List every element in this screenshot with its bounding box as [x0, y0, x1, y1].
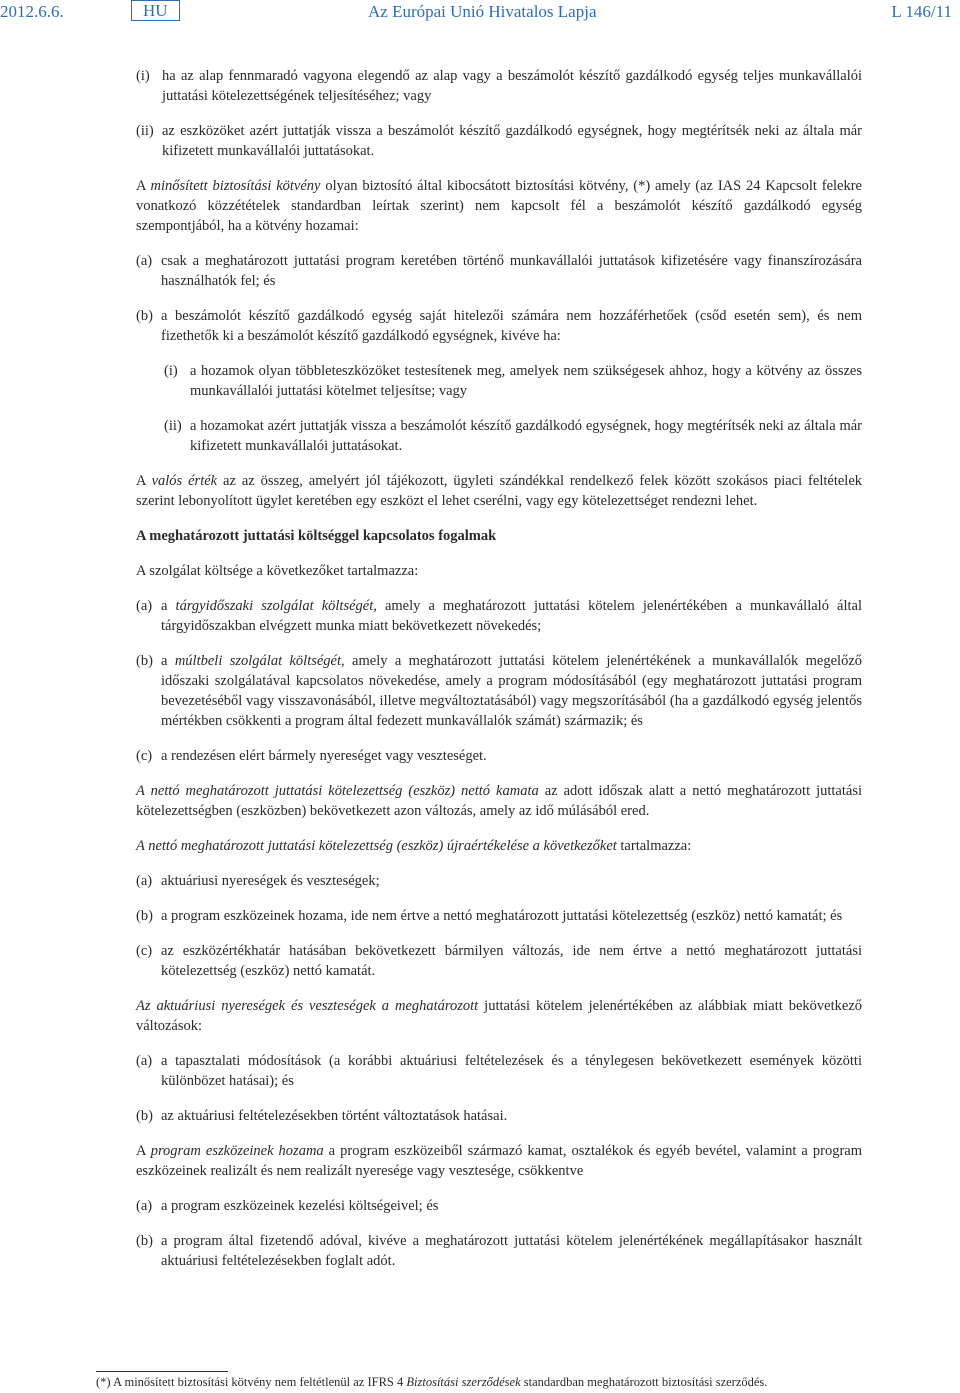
list-item — [164, 416, 862, 456]
footnote-marker: (*) — [96, 1375, 111, 1389]
list-item: (a) a tárgyidőszaki szolgálat költségét, amely a meghatározott juttatási kötelem jelenértékében a munkavállaló által tárgyidőszakban elvégzett munka miatt bekövetkezett növekedés; — [136, 598, 863, 634]
list-item — [136, 306, 862, 346]
defined-term: A nettó meghatározott juttatási kötelezettség (eszköz) nettó kamata — [136, 783, 539, 799]
defined-term: Az aktuáriusi nyereségek és veszteségek a meghatározott — [136, 998, 479, 1014]
list-item — [136, 1196, 862, 1216]
item-text: az eszközöket azért juttatják vissza a beszámolót készítő gazdálkodó egységnek, hogy megtérítsék neki az általa már kifizetett munkavállalói juttatásokat. — [162, 123, 862, 159]
item-label: (ii) — [164, 418, 182, 434]
list-item — [136, 871, 862, 891]
item-text: az aktuáriusi feltételezésekben történt változtatások hatásai. — [161, 1108, 508, 1124]
service-cost-intro: A szolgálat költsége a következőket tartalmazza: — [136, 563, 419, 579]
item-label: (b) — [136, 308, 153, 324]
footnote-italic-title: Biztosítási szerződések — [406, 1375, 521, 1389]
item-text: csak a meghatározott juttatási program keretében történő munkavállalói juttatások kifizetésére vagy finanszírozására használhatók fel; és — [161, 253, 862, 289]
return-on-assets-definition: A program eszközeinek hozama a program eszközeiből származó kamat, osztalékok és egyéb bevétel, valamint a program eszközeinek realizált és nem realizált nyeresége vagy vesztesége, csökkentve — [136, 1143, 862, 1179]
list-item — [136, 251, 862, 291]
list-item — [136, 1051, 862, 1091]
item-label: (b) — [136, 908, 153, 924]
item-text: ha az alap fennmaradó vagyona elegendő az alap vagy a beszámolót készítő gazdálkodó egység teljes munkavállalói juttatási kötelezettségének teljesítéséhez; vagy — [162, 68, 862, 104]
list-item — [164, 361, 862, 401]
item-label: (b) — [136, 1233, 153, 1249]
list-item: (b) a múltbeli szolgálat költségét, amely a meghatározott juttatási kötelem jelenértékének a munkavállalók megelőző időszaki szolgálatával kapcsolatos növekedése, amely a program módosításából (egy meghatározott juttatási program bevezetéséből vagy visszavonásából, illetve megváltoztatásából) vagy megszorításából (ha a gazdálkodó egység jelentős mértékben csökkenti a program által fedezett munkavállalók számát) származik; és — [136, 653, 863, 729]
item-label: (a) — [136, 1053, 153, 1069]
defined-term: múltbeli szolgálat költségét — [174, 653, 342, 669]
defined-term: program eszközeinek hozama — [150, 1143, 324, 1159]
item-label: (ii) — [136, 123, 154, 139]
list-item — [136, 66, 862, 106]
language-badge: HU — [131, 0, 180, 21]
section-heading: A meghatározott juttatási költséggel kapcsolatos fogalmak — [136, 528, 497, 544]
item-label: (c) — [136, 943, 153, 959]
item-label: (i) — [136, 68, 150, 84]
defined-term: A nettó meghatározott juttatási kötelezettség (eszköz) újraértékelése a következőket — [136, 838, 617, 854]
page-reference: L 146/11 — [891, 2, 952, 21]
footnote: (*) A minősített biztosítási kötvény nem feltétlenül az IFRS 4 Biztosítási szerződések standardban meghatározott biztosítási szerződés. — [96, 1375, 768, 1389]
defined-term: valós érték — [151, 473, 218, 489]
item-label: (a) — [136, 1198, 153, 1214]
publication-date: 2012.6.6. — [0, 2, 64, 21]
qualifying-policy-definition: A minősített biztosítási kötvény olyan biztosító által kibocsátott biztosítási kötvény, (*) amely (az IAS 24 Kapcsolt felekre vonatkozó közzétételek standardban leírtak szerint) nem kapcsolt fél a beszámolót készítő gazdálkodó egység szempontjából, ha a kötvény hozamai: — [136, 178, 862, 234]
list-item — [136, 906, 862, 926]
item-text: az eszközértékhatár hatásában bekövetkezett bármilyen változás, ide nem értve a nettó meghatározott juttatási kötelezettség (eszköz) nettó kamatát. — [161, 943, 862, 979]
document-body — [136, 66, 862, 1271]
item-text: , amely a meghatározott juttatási kötelem jelenértékében a munkavállaló által tárgyidőszakban elvégzett munka miatt bekövetkezett növekedés; — [161, 598, 863, 634]
item-text: a hozamok olyan többleteszközöket testesítenek meg, amelyek nem szükségesek ahhoz, hogy a kötvény az összes munkavállalói juttatási kötelmet teljesítse; vagy — [190, 363, 862, 399]
item-label: (a) — [136, 253, 153, 269]
item-text: a beszámolót készítő gazdálkodó egység saját hitelezői számára nem hozzáférhetőek (csőd esetén sem), és nem fizethetők ki a beszámolót készítő gazdálkodó egységnek, kivéve ha: — [161, 308, 862, 344]
list-item — [136, 1231, 862, 1271]
list-item — [136, 746, 862, 766]
item-label: (i) — [164, 363, 178, 379]
item-text: a program által fizetendő adóval, kivéve a meghatározott juttatási kötelem jelenértékének megállapításakor használt aktuáriusi feltételezésekben foglalt adót. — [161, 1233, 862, 1269]
list-item — [136, 941, 862, 981]
item-label: (c) — [136, 748, 153, 764]
item-text: , amely a meghatározott juttatási kötelem jelenértékének a munkavállalók megelőző időszaki szolgálatával kapcsolatos növekedése, amely a program módosításából (egy meghatározott juttatási program bevezetéséből vagy visszavonásából, illetve megváltoztatásából) vagy megszorításából (ha a gazdálkodó egység jelentős mértékben csökkenti a program által fedezett munkavállalók számát) származik; és — [161, 653, 863, 729]
page-header — [0, 0, 960, 24]
item-text: aktuáriusi nyereségek és veszteségek; — [161, 873, 380, 889]
list-item — [136, 121, 862, 161]
remeasurement-definition: A nettó meghatározott juttatási kötelezettség (eszköz) újraértékelése a következőket tartalmazza: — [136, 838, 692, 854]
item-text: a tapasztalati módosítások (a korábbi aktuáriusi feltételezések és a ténylegesen bekövetkezett események közötti különbözet hatásai); és — [161, 1053, 862, 1089]
footnote-divider — [96, 1371, 228, 1372]
defined-term: minősített biztosítási kötvény — [150, 178, 321, 194]
item-label: (a) — [136, 598, 153, 614]
journal-title: Az Európai Unió Hivatalos Lapja — [368, 2, 597, 21]
defined-term: tárgyidőszaki szolgálat költségét — [175, 598, 374, 614]
item-label: (b) — [136, 1108, 153, 1124]
item-text: a program eszközeinek hozama, ide nem értve a nettó meghatározott juttatási kötelezettség (eszköz) nettó kamatát; és — [161, 908, 843, 924]
item-text: a program eszközeinek kezelési költségeivel; és — [161, 1198, 439, 1214]
item-text: a rendezésen elért bármely nyereséget vagy veszteséget. — [161, 748, 487, 764]
item-label: (b) — [136, 653, 153, 669]
item-label: (a) — [136, 873, 153, 889]
fair-value-definition: A valós érték az az összeg, amelyért jól tájékozott, ügyleti szándékkal rendelkező felek között szokásos piaci feltételek szerint lebonyolított ügylet keretében egy eszközt el lehet cserélni, vagy egy kötelezettséget rendezni lehet. — [136, 473, 862, 509]
list-item — [136, 1106, 862, 1126]
net-interest-definition: A nettó meghatározott juttatási kötelezettség (eszköz) nettó kamata az adott időszak alatt a nettó meghatározott juttatási kötelezettségben (eszközben) bekövetkezett azon változás, amely az idő múlásából ered. — [136, 783, 862, 819]
item-text: a hozamokat azért juttatják vissza a beszámolót készítő gazdálkodó egységnek, hogy megtérítsék neki az általa már kifizetett munkavállalói juttatásokat. — [190, 418, 862, 454]
actuarial-definition: Az aktuáriusi nyereségek és veszteségek a meghatározott juttatási kötelem jelenértékében az alábbiak miatt bekövetkező változások: — [136, 998, 863, 1034]
